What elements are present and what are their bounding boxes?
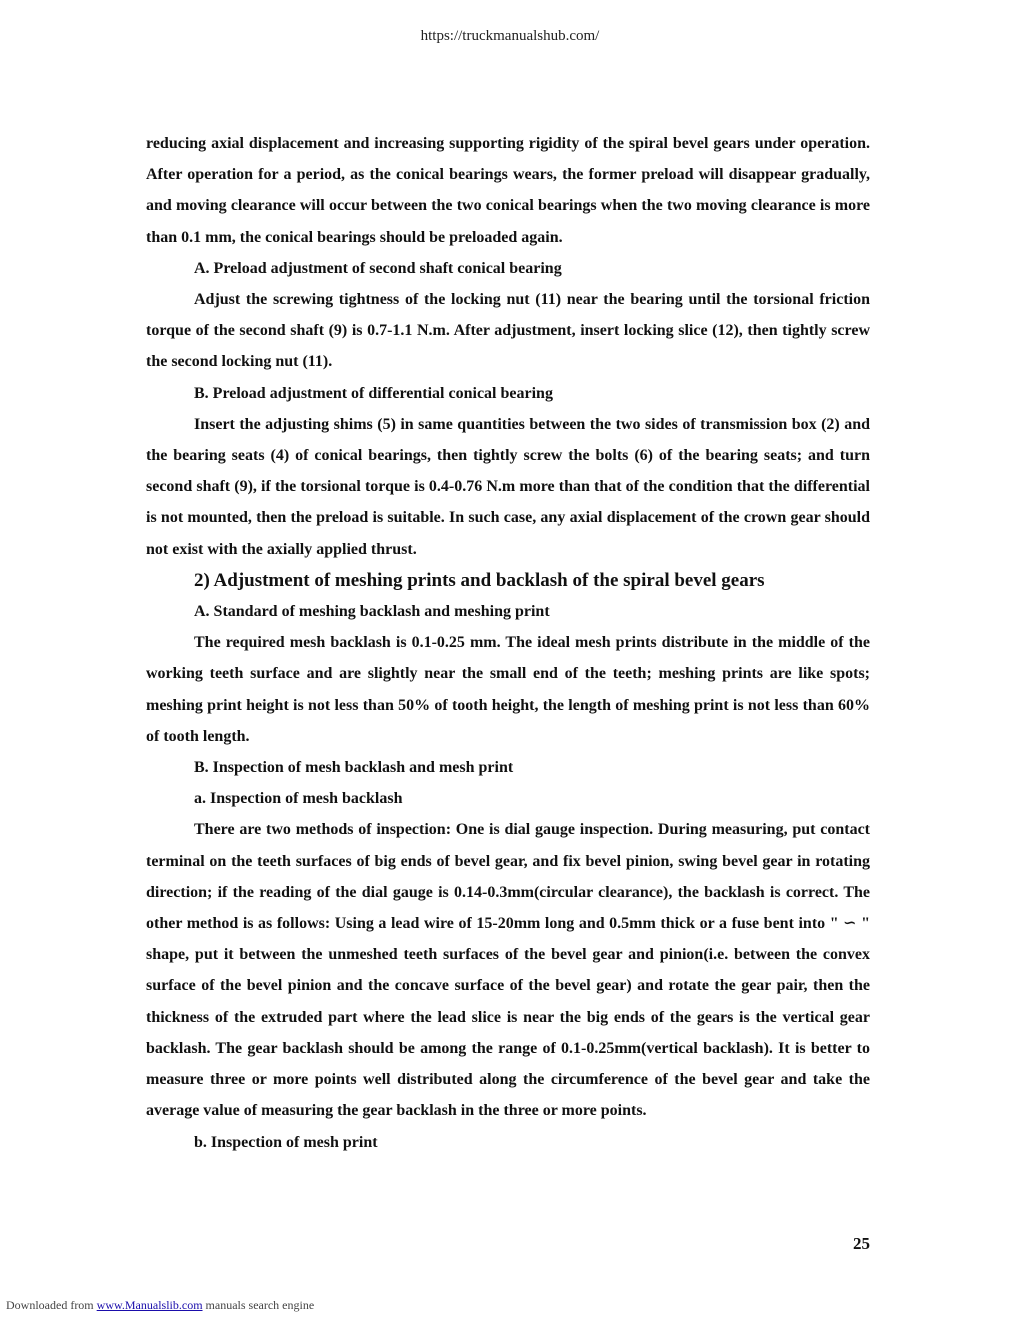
footer <box>6 1298 314 1313</box>
document-body <box>146 128 870 1158</box>
paragraph-inspection-methods: There are two methods of inspection: One is dial gauge inspection. During measuring, put contact terminal on the teeth surfaces of big ends of bevel gear, and fix bevel pinion, swing bevel gear in rotating direction; if the reading of the dial gauge is 0.14-0.3mm(circular clearance), the backlash is correct. The other method is as follows: Using a lead wire of 15-20mm long and 0.5mm thick or a fuse bent into " ∽ " shape, put it between the unmeshed teeth surfaces of the bevel gear and pinion(i.e. between the convex surface of the bevel pinion and the concave surface of the bevel gear) and rotate the gear pair, then the thickness of the extruded part where the lead slice is near the big ends of the gears is the vertical gear backlash. The gear backlash should be among the range of 0.1-0.25mm(vertical backlash). It is better to measure three or more points well distributed along the circumference of the bevel gear and take the average value of measuring the gear backlash in the three or more points. <box>146 821 870 1120</box>
page-number: 25 <box>853 1234 870 1253</box>
subheading-inspection: B. Inspection of mesh backlash and mesh print <box>194 759 514 777</box>
paragraph-required-backlash: The required mesh backlash is 0.1-0.25 mm. The ideal mesh prints distribute in the middle of the working teeth surface and are slightly near the small end of the teeth; meshing prints are like spots; meshing print height is not less than 50% of tooth height, the length of meshing print is not less than 60% of tooth length. <box>146 634 870 745</box>
paragraph-continuation: reducing axial displacement and increasing supporting rigidity of the spiral bevel gears under operation. After operation for a period, as the conical bearings wears, the former preload will disappear gradually, and moving clearance will occur between the two conical bearings when the two moving clearance is more than 0.1 mm, the conical bearings should be preloaded again. <box>146 135 870 246</box>
subheading-preload-differential: B. Preload adjustment of differential conical bearing <box>194 384 553 402</box>
subheading-inspection-print: b. Inspection of mesh print <box>194 1133 378 1151</box>
subheading-preload-second-shaft: A. Preload adjustment of second shaft conical bearing <box>194 259 562 277</box>
manualslib-link[interactable]: www.Manualslib.com <box>96 1298 203 1312</box>
subheading-inspection-backlash: a. Inspection of mesh backlash <box>194 790 403 808</box>
header-url: https://truckmanualshub.com/ <box>420 28 600 44</box>
paragraph-second-shaft-adjustment: Adjust the screwing tightness of the locking nut (11) near the bearing until the torsional friction torque of the second shaft (9) is 0.7-1.1 N.m. After adjustment, insert locking slice (12), then tightly screw the second locking nut (11). <box>146 291 870 371</box>
footer-prefix: Downloaded from <box>6 1298 94 1312</box>
paragraph-differential-adjustment: Insert the adjusting shims (5) in same quantities between the two sides of transmission box (2) and the bearing seats (4) of conical bearings, then tightly screw the bolts (6) of the bearing seats; and turn second shaft (9), if the torsional torque is 0.4-0.76 N.m more than that of the condition that the differential is not mounted, then the preload is suitable. In such case, any axial displacement of the crown gear should not exist with the axially applied thrust. <box>146 415 870 558</box>
subheading-standard-backlash: A. Standard of meshing backlash and meshing print <box>194 603 550 621</box>
footer-suffix: manuals search engine <box>205 1298 315 1312</box>
section-heading-meshing: 2) Adjustment of meshing prints and backlash of the spiral bevel gears <box>194 569 765 591</box>
